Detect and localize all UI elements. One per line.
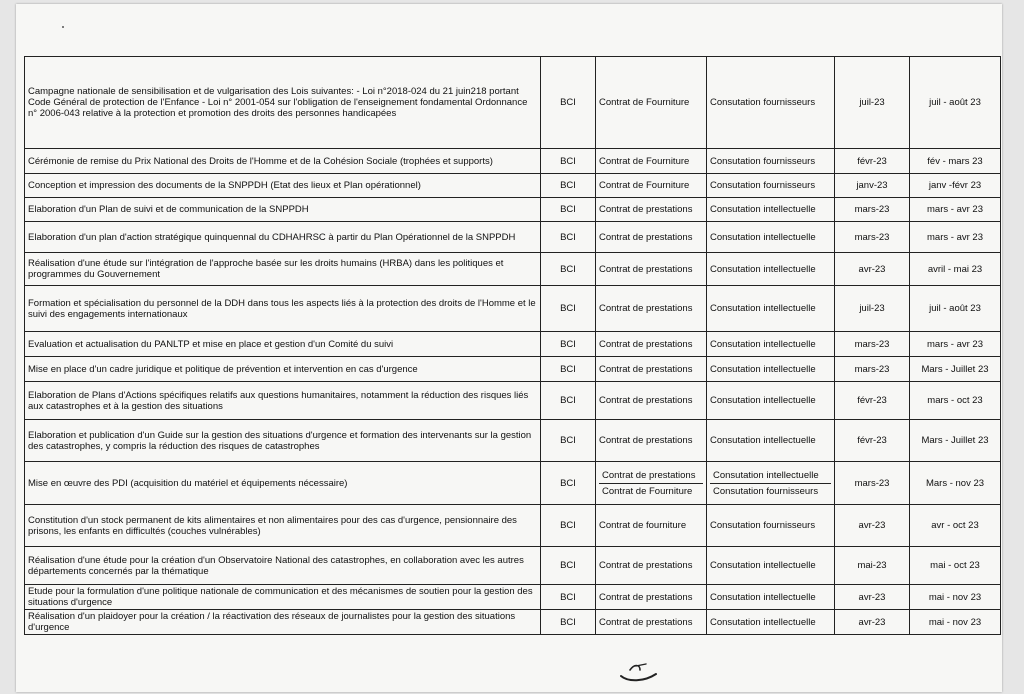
procurement-mode-line: Consutation fournisseurs <box>710 483 831 499</box>
table-row <box>25 610 1001 635</box>
contract-type-cell: Contrat de prestations <box>596 253 707 286</box>
execution-period-cell: janv -févr 23 <box>910 174 1001 198</box>
execution-period-cell: mai - nov 23 <box>910 585 1001 610</box>
start-date-cell: févr-23 <box>835 382 910 420</box>
activity-cell: Conception et impression des documents de la SNPPDH (Etat des lieux et Plan opérationnel) <box>25 174 541 198</box>
procurement-mode-cell: Consutation intellectuelle <box>707 286 835 332</box>
funding-source-cell: BCI <box>541 420 596 462</box>
execution-period-cell: juil - août 23 <box>910 286 1001 332</box>
contract-type-cell: Contrat de prestations <box>596 332 707 357</box>
table-row <box>25 332 1001 357</box>
table-row <box>25 57 1001 149</box>
activity-cell: Elaboration et publication d'un Guide sur la gestion des situations d'urgence et formation des intervenants sur la gestion des catastrophes, y compris la réduction des risques de catastrophes <box>25 420 541 462</box>
document-page <box>16 4 1002 692</box>
activity-cell: Mise en œuvre des PDI (acquisition du matériel et équipements nécessaire) <box>25 462 541 505</box>
contract-type-cell <box>596 462 707 505</box>
contract-type-cell: Contrat de Fourniture <box>596 174 707 198</box>
funding-source-cell: BCI <box>541 332 596 357</box>
start-date-cell: juil-23 <box>835 57 910 149</box>
table-row <box>25 585 1001 610</box>
handwritten-signature <box>616 658 666 688</box>
table-row <box>25 253 1001 286</box>
table-row <box>25 149 1001 174</box>
procurement-mode-cell: Consutation fournisseurs <box>707 149 835 174</box>
contract-type-cell: Contrat de prestations <box>596 222 707 253</box>
start-date-cell: mars-23 <box>835 332 910 357</box>
funding-source-cell: BCI <box>541 174 596 198</box>
start-date-cell: janv-23 <box>835 174 910 198</box>
start-date-cell: févr-23 <box>835 149 910 174</box>
start-date-cell: mars-23 <box>835 198 910 222</box>
start-date-cell: avr-23 <box>835 585 910 610</box>
funding-source-cell: BCI <box>541 382 596 420</box>
start-date-cell: avr-23 <box>835 610 910 635</box>
procurement-mode-cell: Consutation intellectuelle <box>707 547 835 585</box>
activity-cell: Réalisation d'un plaidoyer pour la création / la réactivation des réseaux de journalistes pour la gestion des situations d'urgence <box>25 610 541 635</box>
funding-source-cell: BCI <box>541 57 596 149</box>
start-date-cell: avr-23 <box>835 253 910 286</box>
procurement-mode-cell: Consutation intellectuelle <box>707 610 835 635</box>
start-date-cell: avr-23 <box>835 505 910 547</box>
contract-type-line: Contrat de prestations <box>602 469 696 481</box>
funding-source-cell: BCI <box>541 505 596 547</box>
contract-type-cell: Contrat de prestations <box>596 382 707 420</box>
execution-period-cell: Mars - Juillet 23 <box>910 420 1001 462</box>
table-row <box>25 286 1001 332</box>
contract-type-cell: Contrat de prestations <box>596 585 707 610</box>
activity-cell: Campagne nationale de sensibilisation et de vulgarisation des Lois suivantes: - Loi n°2018-024 du 21 juin218 portant Code Général de protection de l'Enfance - Loi n° 2001-054 sur l'obligation de l'enseignement fondamental Ordonnance n° 2006-043 relative à la protection et promotion des droits des personnes handicapées <box>25 57 541 149</box>
contract-type-cell: Contrat de prestations <box>596 610 707 635</box>
procurement-mode-cell: Consutation intellectuelle <box>707 332 835 357</box>
activity-cell: Evaluation et actualisation du PANLTP et mise en place et gestion d'un Comité du suivi <box>25 332 541 357</box>
procurement-mode-cell: Consutation intellectuelle <box>707 382 835 420</box>
funding-source-cell: BCI <box>541 357 596 382</box>
activity-cell: Constitution d'un stock permanent de kits alimentaires et non alimentaires pour des cas d'urgence, pensionnaire des prisons, les enfants en difficultés (couches vulnérables) <box>25 505 541 547</box>
contract-type-cell: Contrat de prestations <box>596 286 707 332</box>
contract-type-cell: Contrat de Fourniture <box>596 57 707 149</box>
procurement-mode-cell <box>707 462 835 505</box>
table-row <box>25 357 1001 382</box>
contract-type-cell: Contrat de prestations <box>596 198 707 222</box>
activity-cell: Etude pour la formulation d'une politique nationale de communication et des mécanismes de soutien pour la gestion des situations d'urgence <box>25 585 541 610</box>
funding-source-cell: BCI <box>541 610 596 635</box>
contract-type-cell: Contrat de prestations <box>596 357 707 382</box>
start-date-cell: févr-23 <box>835 420 910 462</box>
activity-cell: Réalisation d'une étude pour la création d'un Observatoire National des catastrophes, en collaboration avec les autres départements concernés par la thématique <box>25 547 541 585</box>
execution-period-cell: mars - oct 23 <box>910 382 1001 420</box>
start-date-cell: mars-23 <box>835 357 910 382</box>
execution-period-cell: fév - mars 23 <box>910 149 1001 174</box>
procurement-mode-cell: Consutation intellectuelle <box>707 198 835 222</box>
funding-source-cell: BCI <box>541 286 596 332</box>
table-row <box>25 222 1001 253</box>
table-row <box>25 198 1001 222</box>
execution-period-cell: mars - avr 23 <box>910 222 1001 253</box>
activity-cell: Elaboration d'un Plan de suivi et de communication de la SNPPDH <box>25 198 541 222</box>
start-date-cell: mars-23 <box>835 222 910 253</box>
procurement-mode-cell: Consutation intellectuelle <box>707 420 835 462</box>
execution-period-cell: avril - mai 23 <box>910 253 1001 286</box>
procurement-mode-cell: Consutation intellectuelle <box>707 222 835 253</box>
start-date-cell: mai-23 <box>835 547 910 585</box>
procurement-mode-cell: Consutation intellectuelle <box>707 585 835 610</box>
funding-source-cell: BCI <box>541 547 596 585</box>
start-date-cell: mars-23 <box>835 462 910 505</box>
funding-source-cell: BCI <box>541 149 596 174</box>
funding-source-cell: BCI <box>541 253 596 286</box>
execution-period-cell: avr - oct 23 <box>910 505 1001 547</box>
execution-period-cell: juil - août 23 <box>910 57 1001 149</box>
table-row <box>25 462 1001 505</box>
scan-speck <box>62 26 64 28</box>
execution-period-cell: mai - oct 23 <box>910 547 1001 585</box>
activity-cell: Cérémonie de remise du Prix National des Droits de l'Homme et de la Cohésion Sociale (trophées et supports) <box>25 149 541 174</box>
execution-period-cell: Mars - Juillet 23 <box>910 357 1001 382</box>
table-row <box>25 174 1001 198</box>
execution-period-cell: Mars - nov 23 <box>910 462 1001 505</box>
execution-period-cell: mai - nov 23 <box>910 610 1001 635</box>
table-row <box>25 382 1001 420</box>
funding-source-cell: BCI <box>541 462 596 505</box>
table-row <box>25 547 1001 585</box>
contract-type-cell: Contrat de Fourniture <box>596 149 707 174</box>
table-row <box>25 420 1001 462</box>
activity-cell: Elaboration de Plans d'Actions spécifiques relatifs aux questions humanitaires, notamment la réduction des risques liés aux catastrophes et à la gestion des situations <box>25 382 541 420</box>
funding-source-cell: BCI <box>541 222 596 253</box>
procurement-plan-table <box>24 56 1001 635</box>
table-body <box>25 57 1001 635</box>
table-row <box>25 505 1001 547</box>
contract-type-cell: Contrat de prestations <box>596 547 707 585</box>
activity-cell: Elaboration d'un plan d'action stratégique quinquennal du CDHAHRSC à partir du Plan Opérationnel de la SNPPDH <box>25 222 541 253</box>
procurement-mode-cell: Consutation intellectuelle <box>707 253 835 286</box>
activity-cell: Réalisation d'une étude sur l'intégration de l'approche basée sur les droits humains (HRBA) dans les politiques et programmes du Gouvernement <box>25 253 541 286</box>
procurement-mode-cell: Consutation fournisseurs <box>707 505 835 547</box>
contract-type-line: Contrat de Fourniture <box>599 483 703 499</box>
contract-type-cell: Contrat de fourniture <box>596 505 707 547</box>
funding-source-cell: BCI <box>541 198 596 222</box>
execution-period-cell: mars - avr 23 <box>910 198 1001 222</box>
activity-cell: Mise en place d'un cadre juridique et politique de prévention et intervention en cas d'urgence <box>25 357 541 382</box>
funding-source-cell: BCI <box>541 585 596 610</box>
procurement-mode-line: Consutation intellectuelle <box>713 469 819 481</box>
contract-type-cell: Contrat de prestations <box>596 420 707 462</box>
execution-period-cell: mars - avr 23 <box>910 332 1001 357</box>
procurement-mode-cell: Consutation fournisseurs <box>707 57 835 149</box>
start-date-cell: juil-23 <box>835 286 910 332</box>
procurement-mode-cell: Consutation fournisseurs <box>707 174 835 198</box>
procurement-mode-cell: Consutation intellectuelle <box>707 357 835 382</box>
activity-cell: Formation et spécialisation du personnel de la DDH dans tous les aspects liés à la protection des droits de l'Homme et le suivi des engagements internationaux <box>25 286 541 332</box>
